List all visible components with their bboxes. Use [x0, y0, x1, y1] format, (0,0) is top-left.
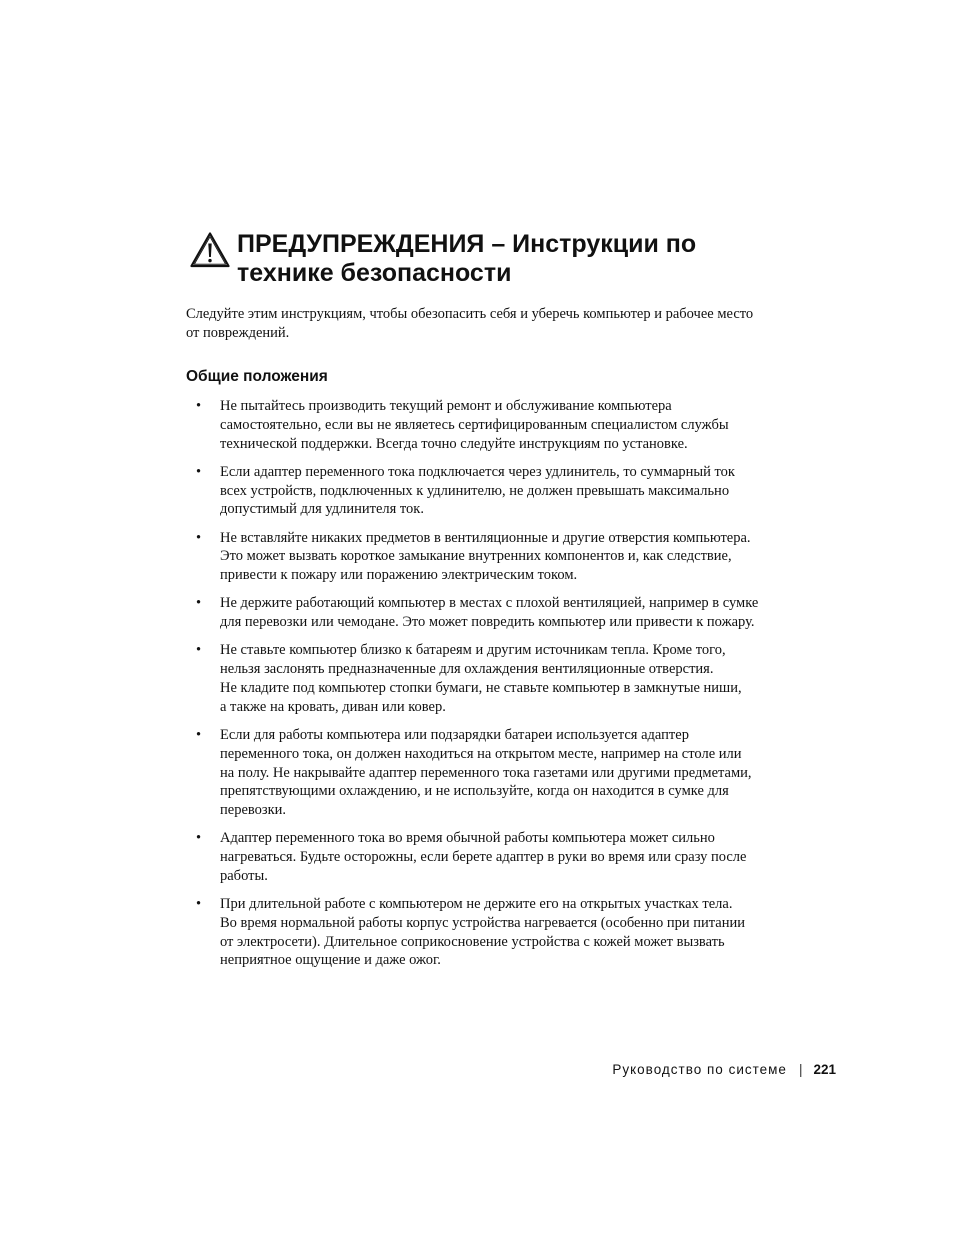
intro-paragraph: Следуйте этим инструкциям, чтобы обезопасить себя и уберечь компьютер и рабочее место от повреждений. [186, 306, 754, 341]
list-item [186, 397, 806, 453]
list-item [186, 726, 806, 820]
list-item [186, 594, 806, 632]
bullet-icon: • [196, 642, 202, 659]
bullet-icon: • [196, 896, 202, 913]
bullet-icon: • [196, 595, 202, 612]
list-item-text: Если адаптер переменного тока подключается через удлинитель, то суммарный ток всех устройств, подключенных к удлинителю, не должен превышать максимально допустимый для удлинителя ток. [220, 463, 735, 518]
list-item-text: При длительной работе с компьютером не держите его на открытых участках тела. Во время нормальной работы корпус устройства нагревается (особенно при питании от электросети). Длительное соприкосновение устройства с кожей может вызвать неприятное ощущение и даже ожог. [220, 896, 746, 969]
list-item-text: Адаптер переменного тока во время обычной работы компьютера может сильно нагреваться. Будьте осторожны, если берете адаптер в руки во время или сразу после работы. [220, 830, 747, 884]
list-item [186, 829, 806, 885]
page-footer [612, 1060, 836, 1080]
list-item-text: Если для работы компьютера или подзарядки батареи используется адаптер переменного тока, он должен находиться на открытом месте, например на столе или на полу. Не накрывайте адаптер переменного тока газетами или другими предметами, препятствующими охлаждению, и не используйте, когда он находится в сумке для перевозки. [220, 726, 752, 819]
list-item-text: Не пытайтесь производить текущий ремонт и обслуживание компьютера самостоятельно, если вы не являетесь сертифицированным специалистом службы технической поддержки. Всегда точно следуйте инструкциям по установке. [220, 398, 729, 452]
page-number: 221 [813, 1062, 836, 1077]
page-title-line-2: технике безопасности [237, 259, 512, 287]
manual-title: Руководство по системе [612, 1062, 787, 1077]
bullet-icon: • [196, 463, 202, 480]
warning-triangle-icon [190, 232, 230, 268]
list-item-text: Не ставьте компьютер близко к батареям и другим источникам тепла. Кроме того, нельзя заслонять предназначенные для охлаждения вентиляционные отверстия. Не кладите под компьютер стопки бумаги, не ставьте компьютер в замкнутые ниши, а также на кровать, диван или ковер. [220, 642, 742, 715]
list-item-text: Не держите работающий компьютер в местах с плохой вентиляцией, например в сумке для перевозки или чемодане. Это может повредить компьютер или привести к пожару. [220, 595, 759, 631]
list-item [186, 895, 806, 970]
bullet-icon: • [196, 398, 202, 414]
list-item [186, 641, 806, 716]
safety-instructions-list [186, 397, 806, 980]
bullet-icon: • [196, 830, 202, 847]
list-item [186, 463, 806, 519]
list-item-text: Не вставляйте никаких предметов в вентиляционные и другие отверстия компьютера. Это может вызвать короткое замыкание внутренних компонентов и, как следствие, привести к пожару или поражению электрическим током. [220, 529, 751, 584]
footer-separator: | [798, 1062, 804, 1077]
bullet-icon: • [196, 529, 202, 546]
bullet-icon: • [196, 726, 202, 743]
page-title [190, 230, 830, 288]
page-title-line-1: ПРЕДУПРЕЖДЕНИЯ – Инструкции по [237, 230, 697, 258]
list-item [186, 529, 806, 585]
section-heading [190, 230, 830, 288]
section-subheading: Общие положения [186, 368, 328, 385]
